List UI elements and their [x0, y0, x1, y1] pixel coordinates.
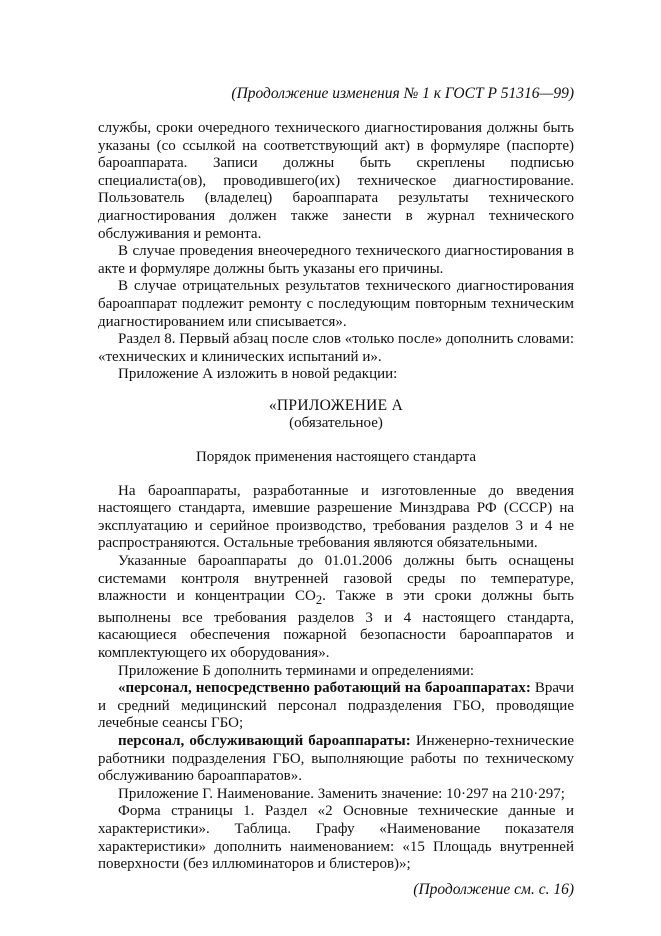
co2-subscript: 2	[315, 593, 323, 608]
appendix-a-paragraph-2-part1: Указанные бароаппараты до 01.01.2006 должны быть оснащены системами контроля внутренней газовой среды по температуре, влажности и концентрации СО	[98, 553, 574, 605]
appendix-a-paragraph-1: На бароаппараты, разработанные и изготовленные до введения настоящего стандарта, имевшие разрешение Минздрава РФ (СССР) на эксплуатацию и серийное производство, требования разделов 3 и 4 не распространяются. Остальные требования являются обязательными.	[98, 482, 574, 552]
term-personnel-working	[98, 680, 574, 733]
term-personnel-servicing-name: персонал, обслуживающий бароаппараты:	[118, 733, 411, 749]
paragraph-section-8: Раздел 8. Первый абзац после слов «только после» дополнить словами: «технических и клинических испытаний и».	[98, 331, 574, 365]
term-personnel-servicing	[98, 733, 574, 786]
appendix-a-subtitle: (обязательное)	[289, 414, 383, 431]
paragraph-form-page-1: Форма страницы 1. Раздел «2 Основные технические данные и характеристики». Таблица. Графу «Наименование показателя характеристики» дополнить наименованием: «15 Площадь внутренней поверхности (без иллюминаторов и блистеров)»;	[98, 803, 574, 873]
paragraph-unscheduled-diagnostics: В случае проведения внеочередного технического диагностирования в акте и формуляре должны быть указаны его причины.	[98, 243, 574, 277]
paragraph-continuation: службы, сроки очередного технического диагностирования должны быть указаны (со ссылкой на соответствующий акт) в формуляре (паспорте) бароаппарата. Записи должны быть скреплены подписью специалиста(ов), проводившего(их) техническое диагностирование. Пользователь (владелец) бароаппарата результаты технического диагностирования должен также занести в журнал технического обслуживания и ремонта.	[98, 120, 574, 242]
term-personnel-servicing-definition: Инженерно-технические работники подразделения ГБО, выполняющие работы по техническому обслуживанию бароаппаратов».	[98, 733, 575, 785]
page-footer: (Продолжение см. с. 16)	[413, 880, 574, 898]
term-personnel-working-definition: Врачи и средний медицинский персонал подразделения ГБО, проводящие лечебные сеансы ГБО;	[98, 680, 574, 732]
appendix-a-heading: Порядок применения настоящего стандарта	[195, 449, 477, 466]
paragraph-appendix-a-intro: Приложение А изложить в новой редакции:	[118, 366, 398, 383]
appendix-a-paragraph-2	[98, 553, 574, 663]
term-personnel-working-name: «персонал, непосредственно работающий на бароаппаратах:	[118, 680, 531, 697]
appendix-a-title: «ПРИЛОЖЕНИЕ А	[268, 396, 404, 414]
document-page	[98, 84, 574, 900]
paragraph-negative-results: В случае отрицательных результатов технического диагностирования бароаппарат подлежит ремонту с последующим повторным техническим диагностированием или списывается».	[98, 278, 574, 330]
page-header: (Продолжение изменения № 1 к ГОСТ Р 51316—99)	[231, 85, 574, 102]
paragraph-appendix-g: Приложение Г. Наименование. Заменить значение: 10·297 на 210·297;	[118, 785, 565, 802]
appendix-a-paragraph-2-part2: . Также в эти сроки должны быть выполнены все требования разделов 3 и 4 настоящего стандарта, касающиеся обеспечения пожарной безопасности бароаппаратов и комплектующего их оборудования».	[98, 588, 574, 662]
paragraph-appendix-b-intro: Приложение Б дополнить терминами и определениями:	[118, 662, 475, 679]
